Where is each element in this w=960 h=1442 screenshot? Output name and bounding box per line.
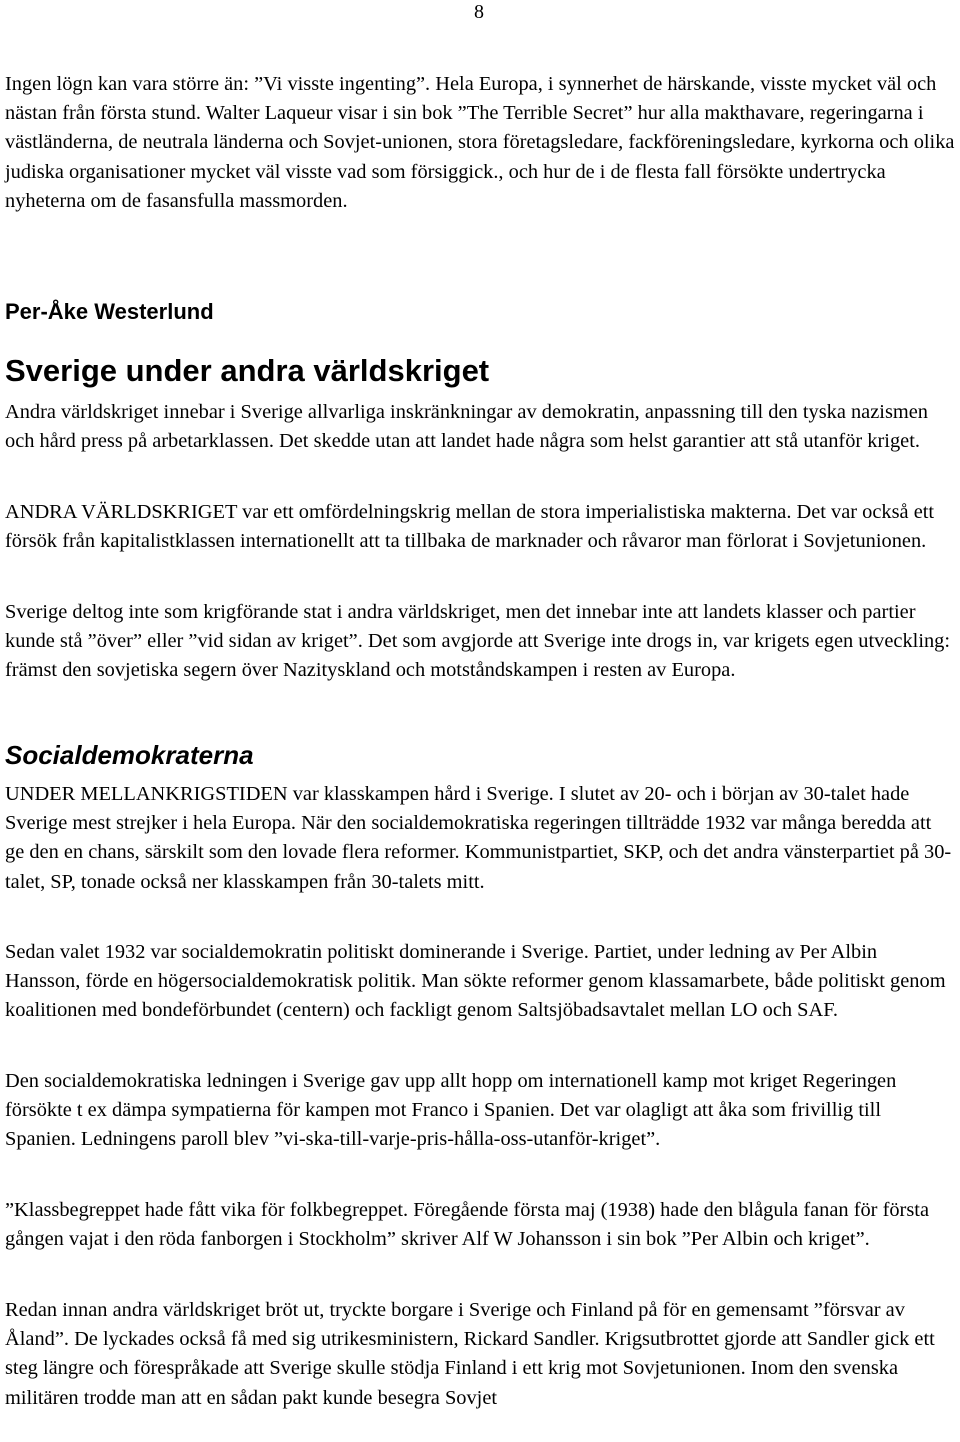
- paragraph-quote-johansson: ”Klassbegreppet hade fått vika för folkbegreppet. Föregående första maj (1938) hade den blågula fanan för första gången vajat i den röda fanborgen i Stockholm” skriver Alf W Johansson i sin bok ”Per Albin och kriget”.: [5, 1199, 930, 1251]
- article-title: Sverige under andra världskriget: [5, 353, 490, 388]
- page-number: 8: [474, 1, 484, 23]
- paragraph-interwar: UNDER MELLANKRIGSTIDEN var klasskampen hård i Sverige. I slutet av 20- och i början av 30-talet hade Sverige mest strejker i hela Europa. När den socialdemokratiska regeringen tillträdde 1932 var många beredda att ge den en chans, särskilt som den lovade flera reformer. Kommunistpartiet, SKP, och det andra vänsterpartiet på 30-talet, SP, tonade också ner klasskampen från 30-talets mitt.: [5, 783, 952, 893]
- paragraph-sweden-role: Sverige deltog inte som krigförande stat i andra världskriget, men det innebar inte att landets klasser och partier kunde stå ”över” eller ”vid sidan av kriget”. Det som avgjorde att Sverige inte drogs in, var krigets egen utveckling: främst den sovjetiska segern över Nazityskland och motståndskampen i resten av Europa.: [5, 601, 951, 682]
- paragraph-election-1932: Sedan valet 1932 var socialdemokratin politiskt dominerande i Sverige. Partiet, under ledning av Per Albin Hansson, förde en högersocialdemokratisk politik. Man sökte reformer genom klassamarbete, både politiskt genom koalitionen med bondeförbundet (centern) och fackligt genom Saltsjöbadsavtalet mellan LO och SAF.: [5, 941, 946, 1022]
- section-heading-socialdemokraterna: Socialdemokraterna: [5, 740, 254, 770]
- paragraph-aland: Redan innan andra världskriget bröt ut, tryckte borgare i Sverige och Finland på för en gemensamt ”försvar av Åland”. De lyckades också få med sig utrikesministern, Rickard Sandler. Krigsutbrottet gjorde att Sandler gick ett steg längre och förespråkade att Sverige skulle stödja Finland i ett krig mot Sovjetunionen. Inom den svenska militären trodde man att en sådan pakt kunde besegra Sovjet: [5, 1299, 935, 1409]
- paragraph-lead: Andra världskriget innebar i Sverige allvarliga inskränkningar av demokratin, anpassning till den tyska nazismen och hård press på arbetarklassen. Det skedde utan att landet hade några som helst garantier att stå utanför kriget.: [5, 401, 928, 453]
- intro-paragraph: Ingen lögn kan vara större än: ”Vi visste ingenting”. Hela Europa, i synnerhet de härskande, visste mycket väl och nästan från första stund. Walter Laqueur visar i sin bok ”The Terrible Secret” hur alla makthavare, regeringarna i västländerna, de neutrala länderna och Sovjet-unionen, stora företagsledare, fackföreningsledare, kyrkorna och olika judiska organisationer mycket väl visste vad som försiggick., och hur de i de flesta fall försökte undertrycka nyheterna om de fasansfulla massmorden.: [5, 73, 955, 212]
- paragraph-imperialism: ANDRA VÄRLDSKRIGET var ett omfördelningskrig mellan de stora imperialistiska makterna. Det var också ett försök från kapitalistklassen internationellt att ta tillbaka de marknader och råvaror man förlorat i Sovjetunionen.: [5, 501, 935, 553]
- paragraph-leadership: Den socialdemokratiska ledningen i Sverige gav upp allt hopp om internationell kamp mot kriget Regeringen försökte t ex dämpa sympatierna för kampen mot Franco i Spanien. Det var olagligt att åka som frivillig till Spanien. Ledningens paroll blev ”vi-ska-till-varje-pris-hålla-oss-utanför-kriget”.: [5, 1070, 897, 1151]
- article-author: Per-Åke Westerlund: [5, 299, 214, 324]
